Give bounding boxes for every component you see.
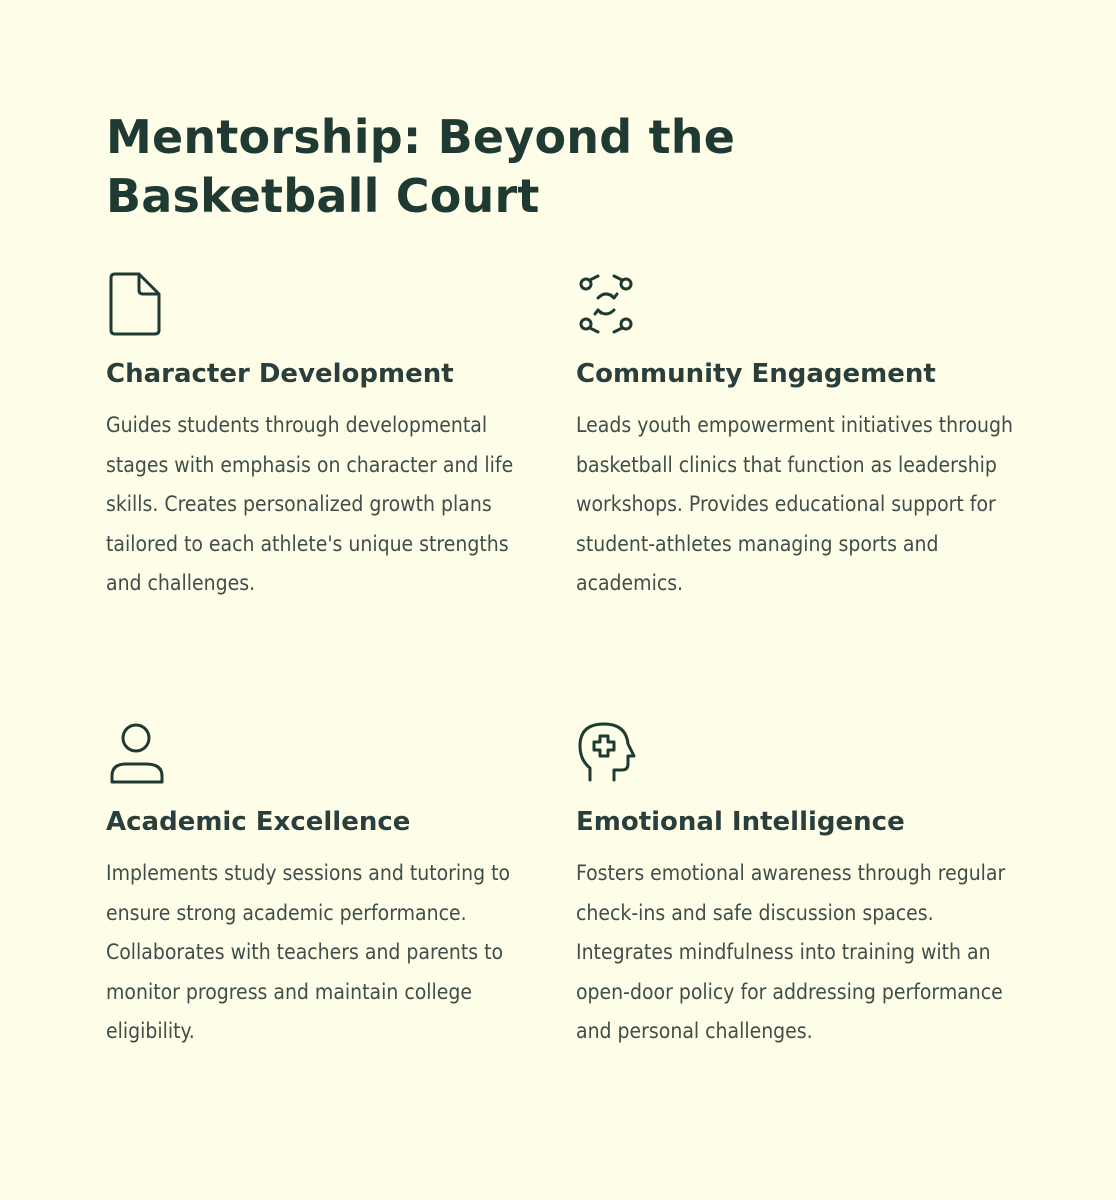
feature-card-community-engagement (576, 270, 1016, 604)
community-network-icon (576, 270, 638, 340)
mind-health-icon (576, 718, 638, 788)
card-description: Guides students through developmental stages with emphasis on character and life skills. Creates personalized growth plans tailored to each athlete's unique strengths and challenges. (106, 413, 514, 595)
feature-card-emotional-intelligence (576, 718, 1016, 1052)
card-title: Academic Excellence (106, 807, 411, 837)
card-description: Fosters emotional awareness through regular check-ins and safe discussion spaces. Integrates mindfulness into training with an open-door policy for addressing performance and personal challenges. (576, 861, 1006, 1043)
user-icon (106, 718, 168, 788)
card-title: Emotional Intelligence (576, 807, 905, 837)
card-title: Character Development (106, 359, 454, 389)
card-title: Community Engagement (576, 359, 936, 389)
document-icon (106, 270, 168, 340)
feature-card-character-development (106, 270, 546, 604)
card-description: Implements study sessions and tutoring to ensure strong academic performance. Collaborates with teachers and parents to monitor progress and maintain college eligibility. (106, 861, 511, 1043)
card-description: Leads youth empowerment initiatives through basketball clinics that function as leadership workshops. Provides educational support for student-athletes managing sports and academics. (576, 413, 1013, 595)
page-title: Mentorship: Beyond the Basketball Court (106, 110, 736, 223)
feature-card-academic-excellence (106, 718, 546, 1052)
page-content (106, 0, 1016, 1200)
